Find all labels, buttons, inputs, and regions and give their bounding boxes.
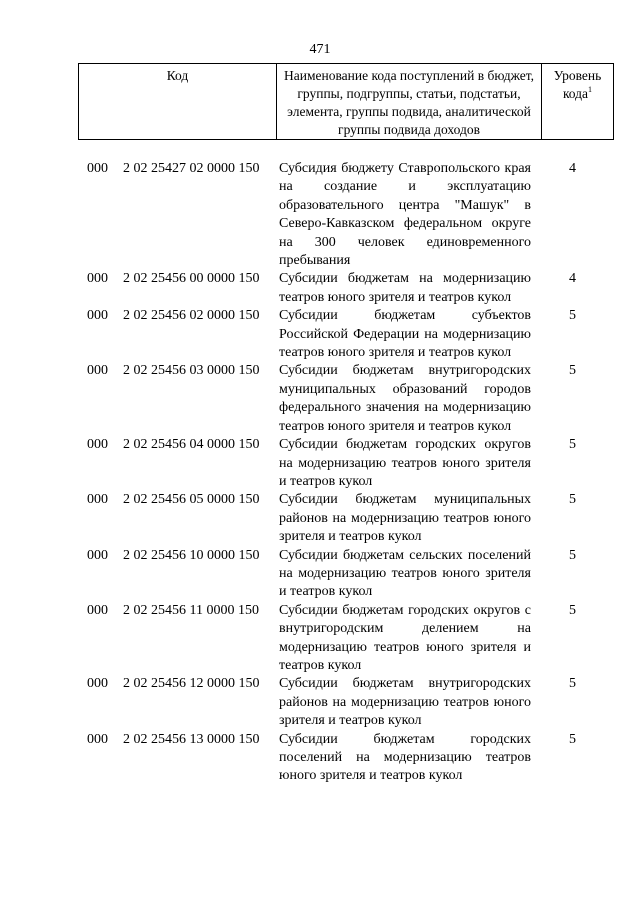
row-level: 5	[569, 363, 576, 379]
row-admin-code: 000	[87, 676, 108, 692]
row-level: 5	[569, 602, 576, 618]
table-row	[78, 160, 614, 270]
row-name: Субсидии бюджетам субъектов Российской Федерации на модернизацию театров юного зрителя и театров кукол	[279, 308, 531, 361]
row-income-code: 2 02 25456 13 0000 150	[123, 731, 260, 747]
table-row	[78, 547, 614, 602]
row-level: 5	[569, 492, 576, 508]
row-income-code: 2 02 25456 11 0000 150	[123, 602, 259, 618]
table-row	[78, 731, 614, 786]
row-income-code: 2 02 25456 00 0000 150	[123, 271, 260, 287]
row-admin-code: 000	[87, 731, 108, 747]
row-admin-code: 000	[87, 602, 108, 618]
row-income-code: 2 02 25456 02 0000 150	[123, 308, 260, 324]
row-name: Субсидии бюджетам городских округов на модернизацию театров юного зрителя и театров кукол	[279, 437, 531, 489]
row-admin-code: 000	[87, 363, 108, 379]
table-row	[78, 675, 614, 730]
table-body	[78, 160, 614, 786]
row-name: Субсидии бюджетам муниципальных районов на модернизацию театров юного зрителя и театров кукол	[279, 492, 531, 545]
row-admin-code: 000	[87, 492, 108, 508]
row-level: 5	[569, 731, 576, 747]
row-income-code: 2 02 25427 02 0000 150	[123, 161, 260, 176]
row-name: Субсидии бюджетам сельских поселений на модернизацию театров юного зрителя и театров кукол	[279, 547, 531, 600]
header-level	[542, 64, 613, 139]
row-level: 5	[569, 308, 576, 324]
header-code: Код	[79, 64, 277, 139]
table-row	[78, 362, 614, 436]
row-name: Субсидии бюджетам городских поселений на модернизацию театров юного зрителя и театров кукол	[279, 731, 531, 784]
row-admin-code: 000	[87, 547, 108, 563]
row-level: 5	[569, 437, 576, 453]
table-row	[78, 307, 614, 362]
table-row	[78, 270, 614, 307]
table-row	[78, 602, 614, 676]
row-name: Субсидии бюджетам внутригородских районов на модернизацию театров юного зрителя и театров кукол	[279, 676, 531, 729]
table-row	[78, 491, 614, 546]
row-name: Субсидии бюджетам внутригородских муниципальных образований городов федерального значения на модернизацию театров юного зрителя и театров кукол	[279, 363, 531, 434]
row-level: 4	[569, 161, 576, 176]
row-name: Субсидии бюджетам городских округов с внутригородским делением на модернизацию театров юного зрителя и театров кукол	[279, 602, 531, 673]
row-income-code: 2 02 25456 05 0000 150	[123, 492, 260, 508]
row-admin-code: 000	[87, 271, 108, 287]
footnote-marker: 1	[588, 85, 593, 94]
page-number: 471	[309, 42, 331, 57]
table-header	[78, 63, 614, 140]
row-name: Субсидии бюджетам на модернизацию театров юного зрителя и театров кукол	[279, 271, 531, 305]
row-income-code: 2 02 25456 03 0000 150	[123, 363, 260, 379]
row-name: Субсидия бюджету Ставропольского края на создание и эксплуатацию образовательного центра "Машук" в Северо-Кавказском федеральном округе на 300 человек единовременного пребывания	[279, 161, 531, 269]
row-admin-code: 000	[87, 437, 108, 453]
row-income-code: 2 02 25456 12 0000 150	[123, 676, 260, 692]
row-level: 5	[569, 547, 576, 563]
header-name: Наименование кода поступлений в бюджет, группы, подгруппы, статьи, подстатьи, элемента, группы подвида, аналитической группы подвида доходов	[277, 64, 542, 139]
row-level: 5	[569, 676, 576, 692]
row-admin-code: 000	[87, 308, 108, 324]
row-level: 4	[569, 271, 576, 287]
row-income-code: 2 02 25456 04 0000 150	[123, 437, 260, 453]
row-income-code: 2 02 25456 10 0000 150	[123, 547, 260, 563]
header-level-label: Уровень кода	[553, 68, 602, 101]
table-row	[78, 436, 614, 491]
row-admin-code: 000	[87, 161, 108, 176]
